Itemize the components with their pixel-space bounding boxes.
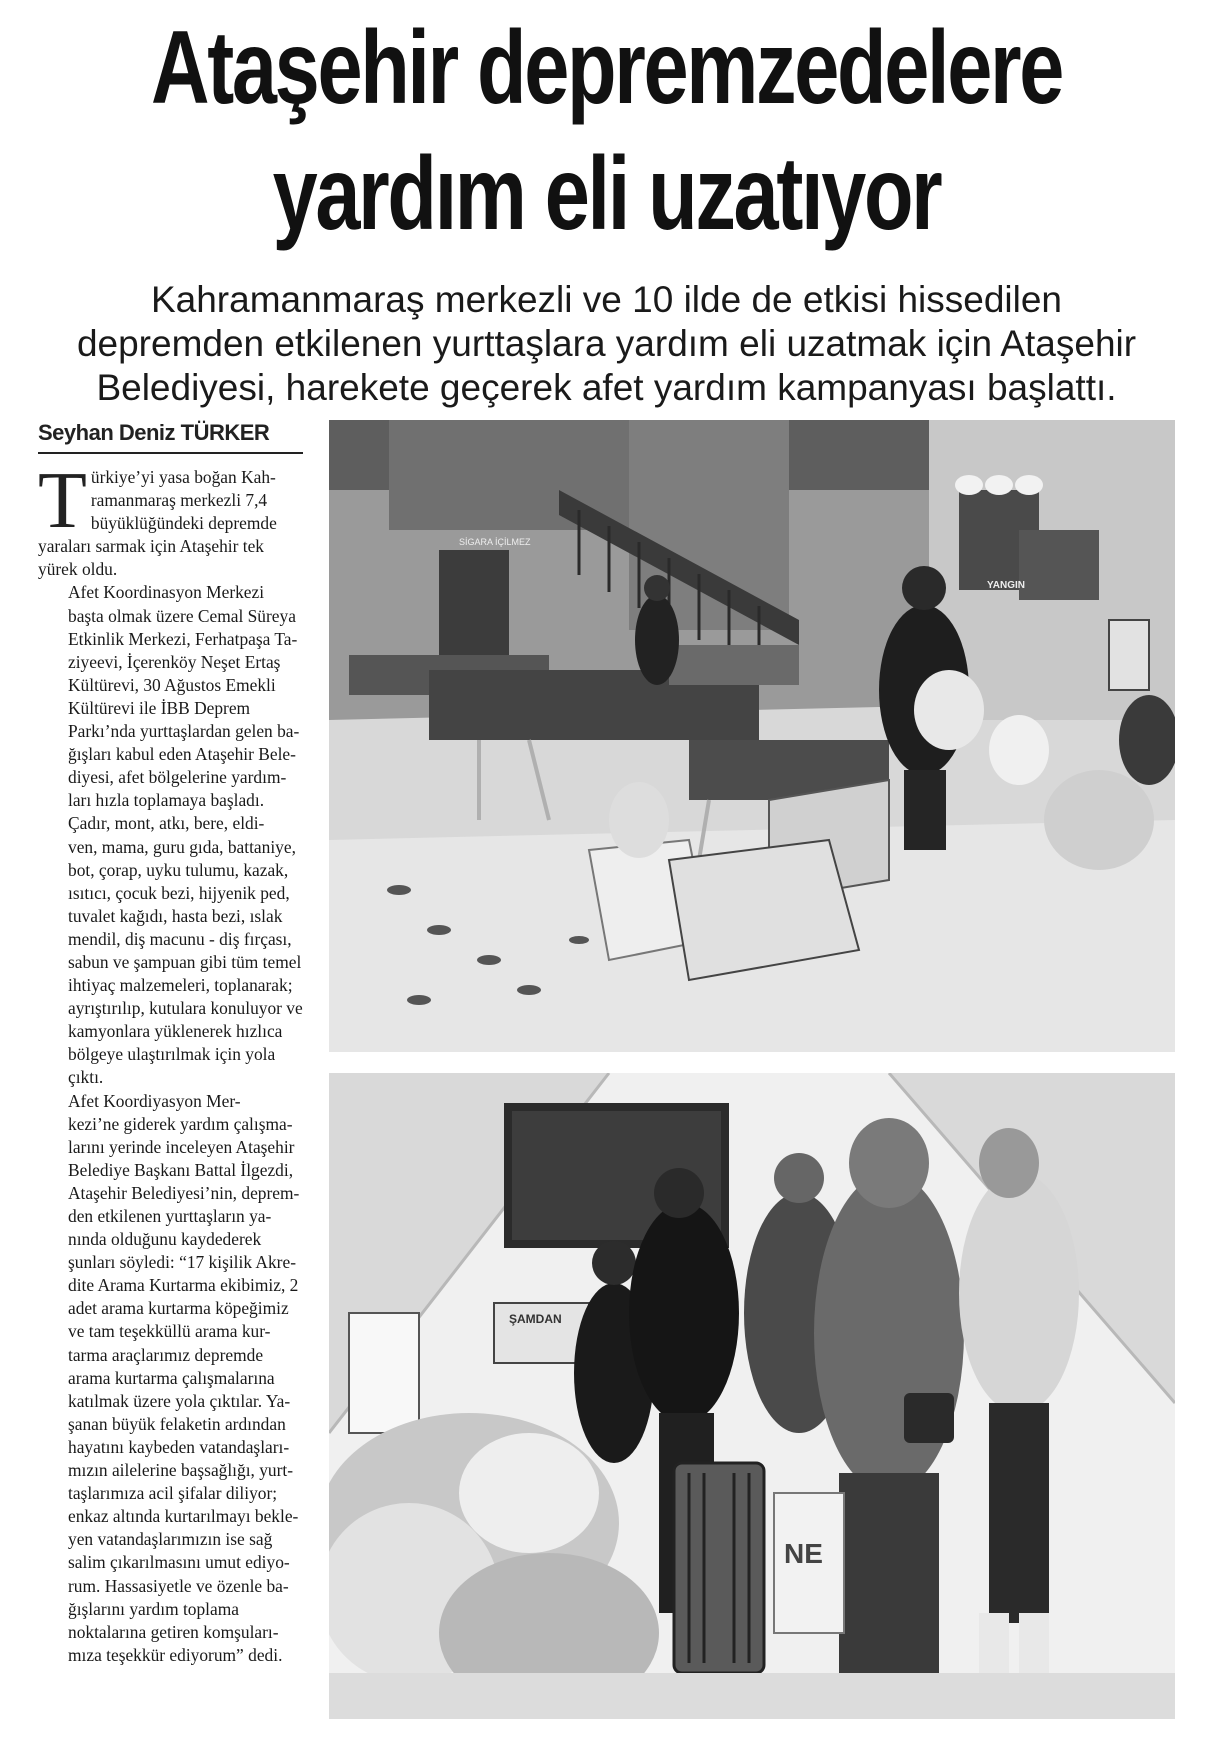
body-line: çıktı. xyxy=(68,1067,104,1088)
body-line: bot, çorap, uyku tulumu, kazak, xyxy=(68,859,289,880)
body-line: noktalarına getiren komşuları- xyxy=(68,1621,279,1642)
body-line: Çadır, mont, atkı, bere, eldi- xyxy=(68,813,265,834)
body-line: Ataşehir Belediyesi’nin, deprem- xyxy=(68,1182,300,1203)
body-line: tuvalet kağıdı, hasta bezi, ıslak xyxy=(68,905,283,926)
body-line: Etkinlik Merkezi, Ferhatpaşa Ta- xyxy=(68,628,298,649)
body-line: mendil, diş macunu - diş fırçası, xyxy=(68,928,292,949)
body-line: ğışlarını yardım toplama xyxy=(68,1598,239,1619)
body-line: ziyeevi, İçerenköy Neşet Ertaş xyxy=(68,651,281,672)
body-line: şunları söyledi: “17 kişilik Akre- xyxy=(68,1252,296,1273)
body-line: Kültürevi, 30 Ağustos Emekli xyxy=(68,674,276,695)
body-line: Kültürevi ile İBB Deprem xyxy=(68,697,251,718)
body-line: nında olduğunu kaydederek xyxy=(68,1229,262,1250)
body-line: arama kurtarma çalışmalarına xyxy=(68,1367,275,1388)
article-body xyxy=(38,457,306,1667)
body-line: dite Arama Kurtarma ekibimiz, 2 xyxy=(68,1275,299,1296)
bag-label: NE xyxy=(784,1538,823,1569)
body-line: kezi’ne giderek yardım çalışma- xyxy=(68,1113,293,1134)
body-line: mızın ailelerine başsağlığı, yurt- xyxy=(68,1460,294,1481)
deck-summary xyxy=(40,278,1173,410)
paragraph-2 xyxy=(38,581,306,812)
photo-donation-hall-image xyxy=(329,420,1175,1052)
body-line: yürek oldu. xyxy=(38,559,118,580)
body-line: ürkiye’yi yasa boğan Kah- xyxy=(90,467,276,487)
body-line: diyesi, afet bölgelerine yardım- xyxy=(68,767,287,788)
body-line: larını yerinde inceleyen Ataşehir xyxy=(68,1136,295,1157)
body-line: Afet Koordinasyon Merkezi xyxy=(68,582,265,603)
body-line: ramanmaraş merkezli 7,4 xyxy=(90,490,268,511)
body-line: Belediye Başkanı Battal İlgezdi, xyxy=(68,1159,294,1180)
body-line: tarma araçlarımız depremde xyxy=(68,1344,264,1365)
photo-volunteers-image xyxy=(329,1073,1175,1719)
body-line: mıza teşekkür ediyorum” dedi. xyxy=(68,1644,283,1665)
body-line: yaraları sarmak için Ataşehir tek xyxy=(38,536,264,557)
deck-line-2: depremden etkilenen yurttaşlara yardım eli uzatmak için Ataşehir xyxy=(76,323,1137,364)
body-line: Afet Koordiyasyon Mer- xyxy=(68,1090,241,1111)
paragraph-4 xyxy=(38,1090,306,1667)
body-line: katılmak üzere yola çıktılar. Ya- xyxy=(68,1390,291,1411)
body-line: hayatını kaybeden vatandaşları- xyxy=(68,1436,290,1457)
photo-donation-hall xyxy=(329,420,1175,1052)
headline-line-2: yardım eli uzatıyor xyxy=(272,136,941,252)
deck-line-1: Kahramanmaraş merkezli ve 10 ilde de etkisi hissedilen xyxy=(150,279,1063,320)
photo-volunteers xyxy=(329,1073,1175,1719)
body-line: adet arama kurtarma köpeğimiz xyxy=(68,1298,289,1319)
body-line: ven, mama, guru gıda, battaniye, xyxy=(68,836,296,857)
body-line: ısıtıcı, çocuk bezi, hijyenik ped, xyxy=(68,882,290,903)
body-line: kamyonlara yüklenerek hızlıca xyxy=(68,1021,283,1042)
body-line: den etkilenen yurttaşların ya- xyxy=(68,1206,272,1226)
deck-line-3: Belediyesi, harekete geçerek afet yardım kampanyası başlattı. xyxy=(96,367,1117,408)
drop-cap: T xyxy=(38,457,87,545)
body-line: ları hızla toplamaya başladı. xyxy=(68,790,265,811)
body-line: enkaz altında kurtarılmayı bekle- xyxy=(68,1506,299,1527)
smoking-sign: SİGARA İÇİLMEZ xyxy=(459,537,531,547)
body-line: ve tam teşekküllü arama kur- xyxy=(68,1321,271,1342)
body-line: ayrıştırılıp, kutulara konuluyor ve xyxy=(68,998,303,1019)
body-line: bölgeye ulaştırılmak için yola xyxy=(68,1044,276,1065)
headline-line-1: Ataşehir depremzedelere xyxy=(150,10,1063,126)
body-line: ihtiyaç malzemeleri, toplanarak; xyxy=(68,975,293,996)
body-line: rum. Hassasiyetle ve özenle ba- xyxy=(68,1575,289,1596)
body-line: şanan büyük felaketin ardından xyxy=(68,1413,286,1434)
body-line: taşlarımıza acil şifalar diliyor; xyxy=(68,1483,278,1504)
body-line: başta olmak üzere Cemal Süreya xyxy=(68,605,296,626)
fire-sign: YANGIN xyxy=(987,580,1025,591)
body-line: büyüklüğündeki depremde xyxy=(90,513,277,534)
byline: Seyhan Deniz TÜRKER xyxy=(38,420,303,454)
body-line: ğışları kabul eden Ataşehir Bele- xyxy=(68,744,296,765)
body-line: Parkı’nda yurttaşlardan gelen ba- xyxy=(68,721,300,742)
body-line: yen vatandaşlarımızın ise sağ xyxy=(68,1529,273,1550)
paragraph-3 xyxy=(38,812,306,1089)
body-line: sabun ve şampuan gibi tüm temel xyxy=(68,951,302,972)
box-brand-label: ŞAMDAN xyxy=(509,1312,562,1326)
body-line: salim çıkarılmasını umut ediyo- xyxy=(68,1552,290,1573)
